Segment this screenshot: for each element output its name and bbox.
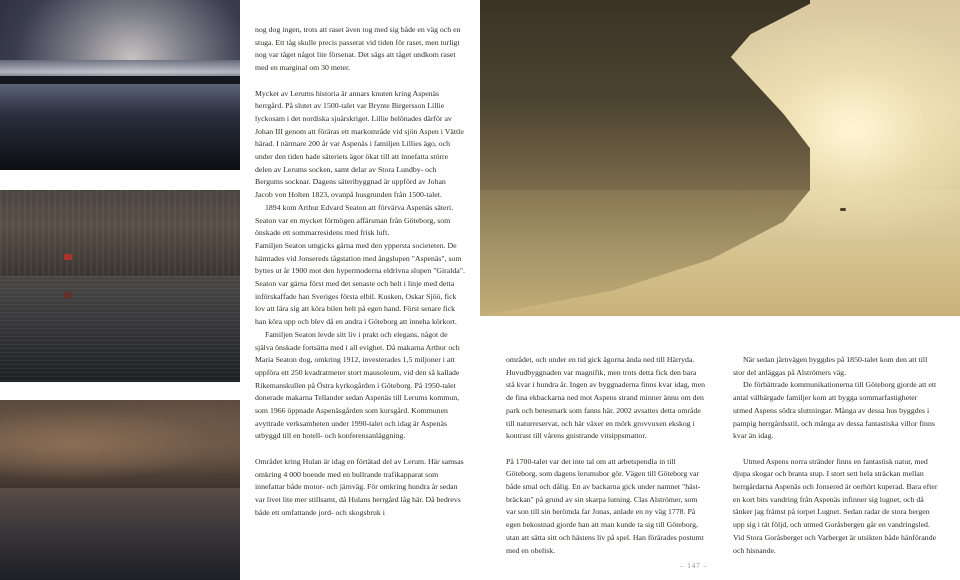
- photo-cloudy-sky-lake: [0, 0, 240, 170]
- lake-water: [0, 84, 240, 170]
- red-house: [64, 254, 72, 260]
- lake-water: [0, 488, 240, 580]
- photo-forest-reflection: [0, 190, 240, 382]
- dark-shoreline: [0, 76, 240, 84]
- forest-shore: [0, 190, 240, 276]
- paragraph: nog dog ingen, trots att raset även tog med sig både en väg och en stuga. Ett tåg skulle precis passerat vid tiden för raset, men turligt nog var tåget något lite försenat. Det sägs att tåget undkom raset med en marginal om 30 meter.: [255, 25, 461, 73]
- paragraph: Mycket av Lerums historia är annars knuten kring Aspenäs herrgård. På slutet av 1500-talet var Brynte Birgersson Lillie lyckosam i det nordiska sjuårskriget. Lillie belönades därför av Johan III genom att föräras ett markområde vid sjön Aspen i Vättle härad. I närmare 200 år var Aspenäs i familjen Lillies ägo, och under den tiden hade säteriets ägor ökat till att innefatta större delen av Lerums socken, samt delar av Stora Lundby- och Bergums socknar. Dagens säteribyggnad är uppförd av Johan Jacob von Holten 1823, ovanpå husgrunden från 1500-talet.: [255, 88, 464, 200]
- paragraph: Familjen Seaton levde sitt liv i prakt och elegans, något de själva önskade fortsätta med i all evighet. Då makarna Arthur och Maria Seaton dog, omkring 1912, investerades 1,5 miljoner i att uppföra ett 250 kvadratmeter stort mausoleum, vid den så kallade Rikemanskullen på Östra kyrkogården i Göteborg. På 1950-talet donerade makarna Tellander sedan Aspenäs till Lerums kommun, som 1966 öppnade Aspenäsgården som kursgård. Kommunen avyttrade verksamheten under 1990-talet och idag är Aspenäs utbyggd till en hotell- och konferensanläggning.: [255, 329, 460, 441]
- water-reflection: [0, 276, 240, 382]
- paragraph: På 1700-talet var det inte tal om att arbetspendla in till Göteborg, som dagens lerumsbor gör. Vägen till Göteborg var både smal och dålig. En av backarna gick under namnet "häst-bräckan" på grund av sin skarpa lutning. Clas Alströmer, som var son till sin berömda far Jonas, anlade en ny väg 1778. På egen bekostnad gjorde han att man kunde ta sig till Göteborg, utan att sätta sitt och hästens liv på spel. Han förärades postumt med en obelisk.: [506, 456, 704, 555]
- photo-rocky-shore: [0, 400, 240, 580]
- rock-cliff: [0, 400, 240, 488]
- paragraph: 1894 kom Arthur Edvard Seaton att förvärva Aspenäs säteri. Seaton var en mycket förmögen affärsman från Göteborg, som önskade ett sommarresidens med frisk luft.: [255, 202, 454, 238]
- photo-golden-misty-lake: [480, 0, 960, 316]
- page-number: – 147 –: [680, 562, 708, 570]
- paragraph: De förbättrade kommunikationerna till Göteborg gjorde att ett antal välbärgade familjer kom att bygga sommarfastigheter utmed Aspens södra sluttningar. Många av dessa hus byggdes i pampig herrgårdsstil, och många av dessa fantastiska villor finns kvar än idag.: [733, 380, 937, 441]
- swimming-bird: [840, 208, 846, 211]
- paragraph: området, och under en tid gick ägorna ända ned till Härryda. Huvudbyggnaden var magnifik, men trots detta fick den bara stå kvar i hundra år. Ingen av byggnaderna finns kvar idag, men de fina ekbackarna ned mot Aspens strand minner ännu om den park och betesmark som fanns här. 2002 avsattes detta område till naturreservat, och här växer en mörk grovvuxen ekskog i kontrast till vårens gnistrande vitsippsmattor.: [506, 355, 705, 441]
- text-column-middle: [506, 354, 706, 557]
- paragraph: Utmed Aspens norra stränder finns en fantastisk natur, med djupa skogar och branta stup. I stort sett hela sträckan mellan herrgårdarna Aspenäs och Jonsered är oerhört kuperad. Bara efter en kort bits vandring från Aspenäs infinner sig lugnet, och då tänker jag främst på torpet Lugnet. Sedan radar de stora bergen upp sig i tät följd, och utmed Goråsbergen går en vandringsled. Vid Stora Goråsberget och Varberget är utsikten både hänförande och hisnande.: [733, 456, 938, 555]
- red-house-reflection: [64, 292, 72, 298]
- paragraph: När sedan järnvägen byggdes på 1850-talet kom den att till stor del anläggas på Alströmers väg.: [733, 355, 928, 377]
- forested-hill: [480, 0, 810, 190]
- paragraph: Området kring Hulan är idag en förtätad del av Lerum. Här samsas omkring 4 000 boende med en bullrande trafikapparat som innefattar både motor- och järnväg. För omkring hundra år sedan var livet lite mer stillsamt, då Hulans herrgård låg här. Då bedrevs både ett omfattande jord- och skogsbruk i: [255, 456, 464, 517]
- paragraph: Familjen Seaton umgicks gärna med den yppersta societeten. De hämtades vid Jonsereds tågstation med ångslupen "Aspenäs", som byttes ut år 1900 mot den hypermoderna eldrivna slupen "Giralda". Seaton var gärna först med det senaste och helt i linje med detta införskaffade han Sveriges första elbil. Kusken, Oskar Sjöö, fick lov att lära sig att köra bilen helt på egen hand. Först senare fick han köra upp och blev då en andra i Göteborg att inneha körkort.: [255, 240, 465, 327]
- text-column-left: [255, 24, 465, 519]
- text-column-right: [733, 354, 938, 557]
